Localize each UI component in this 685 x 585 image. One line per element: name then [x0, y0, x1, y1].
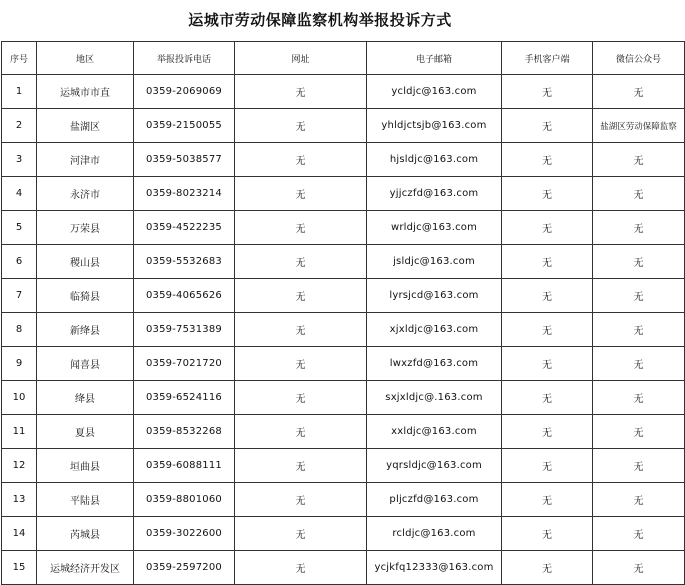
cell-email: xjxldjc@163.com [367, 313, 502, 347]
cell-website: 无 [235, 517, 367, 551]
cell-mobile-app: 无 [502, 143, 593, 177]
cell-website: 无 [235, 143, 367, 177]
cell-index: 9 [2, 347, 37, 381]
cell-wechat: 无 [593, 177, 685, 211]
table-row [2, 415, 685, 449]
cell-mobile-app: 无 [502, 483, 593, 517]
cell-region: 稷山县 [37, 245, 134, 279]
cell-phone: 0359-3022600 [134, 517, 235, 551]
cell-wechat: 无 [593, 313, 685, 347]
cell-wechat: 无 [593, 75, 685, 109]
cell-region: 盐湖区 [37, 109, 134, 143]
cell-index: 6 [2, 245, 37, 279]
cell-index: 7 [2, 279, 37, 313]
cell-phone: 0359-2150055 [134, 109, 235, 143]
cell-region: 运城经济开发区 [37, 551, 134, 585]
table-row [2, 245, 685, 279]
cell-index: 2 [2, 109, 37, 143]
cell-mobile-app: 无 [502, 245, 593, 279]
table-row [2, 517, 685, 551]
cell-email: sxjxldjc@.163.com [367, 381, 502, 415]
cell-index: 1 [2, 75, 37, 109]
cell-region: 绛县 [37, 381, 134, 415]
cell-phone: 0359-6524116 [134, 381, 235, 415]
cell-region: 临猗县 [37, 279, 134, 313]
cell-wechat: 无 [593, 517, 685, 551]
table-row [2, 347, 685, 381]
table-header-row [2, 42, 685, 75]
cell-website: 无 [235, 551, 367, 585]
cell-phone: 0359-4522235 [134, 211, 235, 245]
cell-wechat: 无 [593, 211, 685, 245]
cell-email: jsldjc@163.com [367, 245, 502, 279]
cell-index: 5 [2, 211, 37, 245]
cell-email: pljczfd@163.com [367, 483, 502, 517]
cell-index: 13 [2, 483, 37, 517]
table-row [2, 449, 685, 483]
cell-mobile-app: 无 [502, 313, 593, 347]
table-row [2, 211, 685, 245]
cell-wechat: 无 [593, 279, 685, 313]
cell-index: 11 [2, 415, 37, 449]
cell-website: 无 [235, 381, 367, 415]
cell-website: 无 [235, 245, 367, 279]
cell-email: ycldjc@163.com [367, 75, 502, 109]
cell-mobile-app: 无 [502, 517, 593, 551]
cell-mobile-app: 无 [502, 75, 593, 109]
cell-phone: 0359-7021720 [134, 347, 235, 381]
cell-mobile-app: 无 [502, 279, 593, 313]
cell-region: 运城市市直 [37, 75, 134, 109]
table-row [2, 75, 685, 109]
cell-index: 10 [2, 381, 37, 415]
cell-mobile-app: 无 [502, 449, 593, 483]
cell-mobile-app: 无 [502, 177, 593, 211]
cell-phone: 0359-8023214 [134, 177, 235, 211]
cell-website: 无 [235, 109, 367, 143]
contact-table [1, 41, 685, 585]
cell-email: xxldjc@163.com [367, 415, 502, 449]
table-row [2, 483, 685, 517]
cell-index: 14 [2, 517, 37, 551]
cell-email: yjjczfd@163.com [367, 177, 502, 211]
cell-email: lyrsjcd@163.com [367, 279, 502, 313]
cell-phone: 0359-8532268 [134, 415, 235, 449]
table-row [2, 143, 685, 177]
header-index: 序号 [2, 42, 37, 75]
cell-index: 8 [2, 313, 37, 347]
cell-region: 永济市 [37, 177, 134, 211]
cell-email: ycjkfq12333@163.com [367, 551, 502, 585]
cell-mobile-app: 无 [502, 381, 593, 415]
cell-region: 芮城县 [37, 517, 134, 551]
header-website: 网址 [235, 42, 367, 75]
cell-mobile-app: 无 [502, 109, 593, 143]
cell-website: 无 [235, 211, 367, 245]
table-row [2, 279, 685, 313]
table-row [2, 381, 685, 415]
cell-index: 12 [2, 449, 37, 483]
cell-region: 平陆县 [37, 483, 134, 517]
cell-index: 3 [2, 143, 37, 177]
cell-mobile-app: 无 [502, 211, 593, 245]
cell-phone: 0359-2597200 [134, 551, 235, 585]
cell-email: rcldjc@163.com [367, 517, 502, 551]
cell-index: 15 [2, 551, 37, 585]
cell-mobile-app: 无 [502, 415, 593, 449]
cell-region: 夏县 [37, 415, 134, 449]
cell-phone: 0359-2069069 [134, 75, 235, 109]
header-email: 电子邮箱 [367, 42, 502, 75]
cell-wechat: 无 [593, 551, 685, 585]
cell-website: 无 [235, 177, 367, 211]
page-title: 运城市劳动保障监察机构举报投诉方式 [188, 11, 452, 29]
header-wechat: 微信公众号 [593, 42, 685, 75]
cell-website: 无 [235, 313, 367, 347]
cell-phone: 0359-7531389 [134, 313, 235, 347]
table-row [2, 551, 685, 585]
cell-wechat: 无 [593, 143, 685, 177]
cell-index: 4 [2, 177, 37, 211]
cell-mobile-app: 无 [502, 347, 593, 381]
cell-mobile-app: 无 [502, 551, 593, 585]
cell-email: yhldjctsjb@163.com [367, 109, 502, 143]
cell-email: yqrsldjc@163.com [367, 449, 502, 483]
cell-wechat: 无 [593, 415, 685, 449]
cell-website: 无 [235, 415, 367, 449]
header-mobile-app: 手机客户端 [502, 42, 593, 75]
cell-website: 无 [235, 279, 367, 313]
cell-email: lwxzfd@163.com [367, 347, 502, 381]
cell-email: hjsldjc@163.com [367, 143, 502, 177]
cell-wechat: 无 [593, 483, 685, 517]
cell-website: 无 [235, 483, 367, 517]
cell-wechat: 无 [593, 381, 685, 415]
table-row [2, 109, 685, 143]
cell-phone: 0359-6088111 [134, 449, 235, 483]
cell-region: 垣曲县 [37, 449, 134, 483]
table-row [2, 177, 685, 211]
cell-website: 无 [235, 449, 367, 483]
cell-phone: 0359-5532683 [134, 245, 235, 279]
cell-phone: 0359-5038577 [134, 143, 235, 177]
cell-website: 无 [235, 347, 367, 381]
cell-phone: 0359-8801060 [134, 483, 235, 517]
cell-phone: 0359-4065626 [134, 279, 235, 313]
cell-wechat: 无 [593, 347, 685, 381]
cell-region: 河津市 [37, 143, 134, 177]
cell-region: 新绛县 [37, 313, 134, 347]
header-phone: 举报投诉电话 [134, 42, 235, 75]
cell-email: wrldjc@163.com [367, 211, 502, 245]
table-row [2, 313, 685, 347]
cell-wechat: 无 [593, 245, 685, 279]
cell-region: 万荣县 [37, 211, 134, 245]
header-region: 地区 [37, 42, 134, 75]
cell-wechat: 无 [593, 449, 685, 483]
cell-website: 无 [235, 75, 367, 109]
cell-wechat: 盐湖区劳动保障监察 [593, 109, 685, 143]
cell-region: 闻喜县 [37, 347, 134, 381]
